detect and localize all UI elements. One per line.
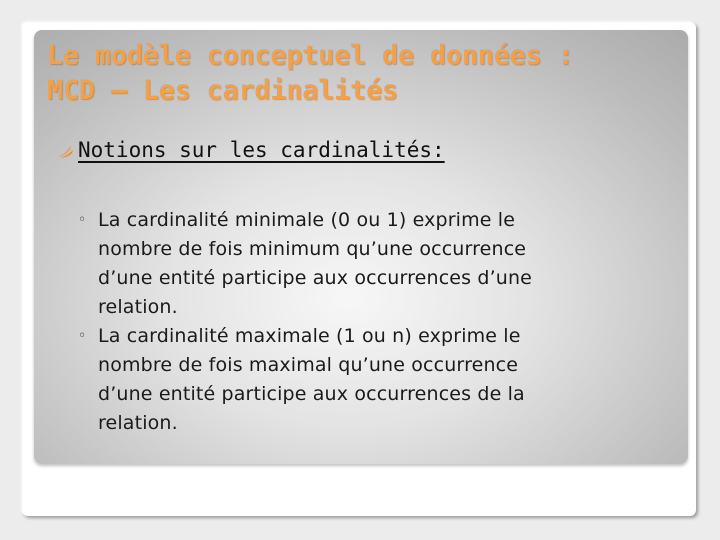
bullet-line: relation. xyxy=(98,296,178,318)
bullet-line: nombre de fois maximal qu’une occurrence xyxy=(98,354,519,376)
bullet-line: d’une entité participe aux occurrences d’une xyxy=(98,267,532,289)
bullet-line: nombre de fois minimum qu’une occurrence xyxy=(98,238,527,260)
bullet-line: relation. xyxy=(98,412,178,434)
ring-bullet-icon: ◦ xyxy=(78,212,87,228)
section-heading: Notions sur les cardinalités: xyxy=(78,138,445,162)
footer-strip xyxy=(34,470,688,508)
slide-title xyxy=(47,38,687,108)
bullet-line: La cardinalité minimale (0 ou 1) exprime le xyxy=(98,209,516,231)
bullet-item-minimal xyxy=(78,206,678,322)
ring-bullet-icon: ◦ xyxy=(78,328,87,344)
section-heading-row xyxy=(56,138,445,162)
bullet-line: La cardinalité maximale (1 ou n) exprime le xyxy=(98,325,521,347)
slide-title-line-1: Le modèle conceptuel de données : xyxy=(47,40,574,71)
slide-title-line-2: MCD – Les cardinalités xyxy=(47,75,398,106)
bullet-list xyxy=(78,206,678,438)
wing-bullet-icon xyxy=(56,144,74,158)
bullet-item-maximal xyxy=(78,322,678,438)
bullet-line: d’une entité participe aux occurrences de la xyxy=(98,383,525,405)
